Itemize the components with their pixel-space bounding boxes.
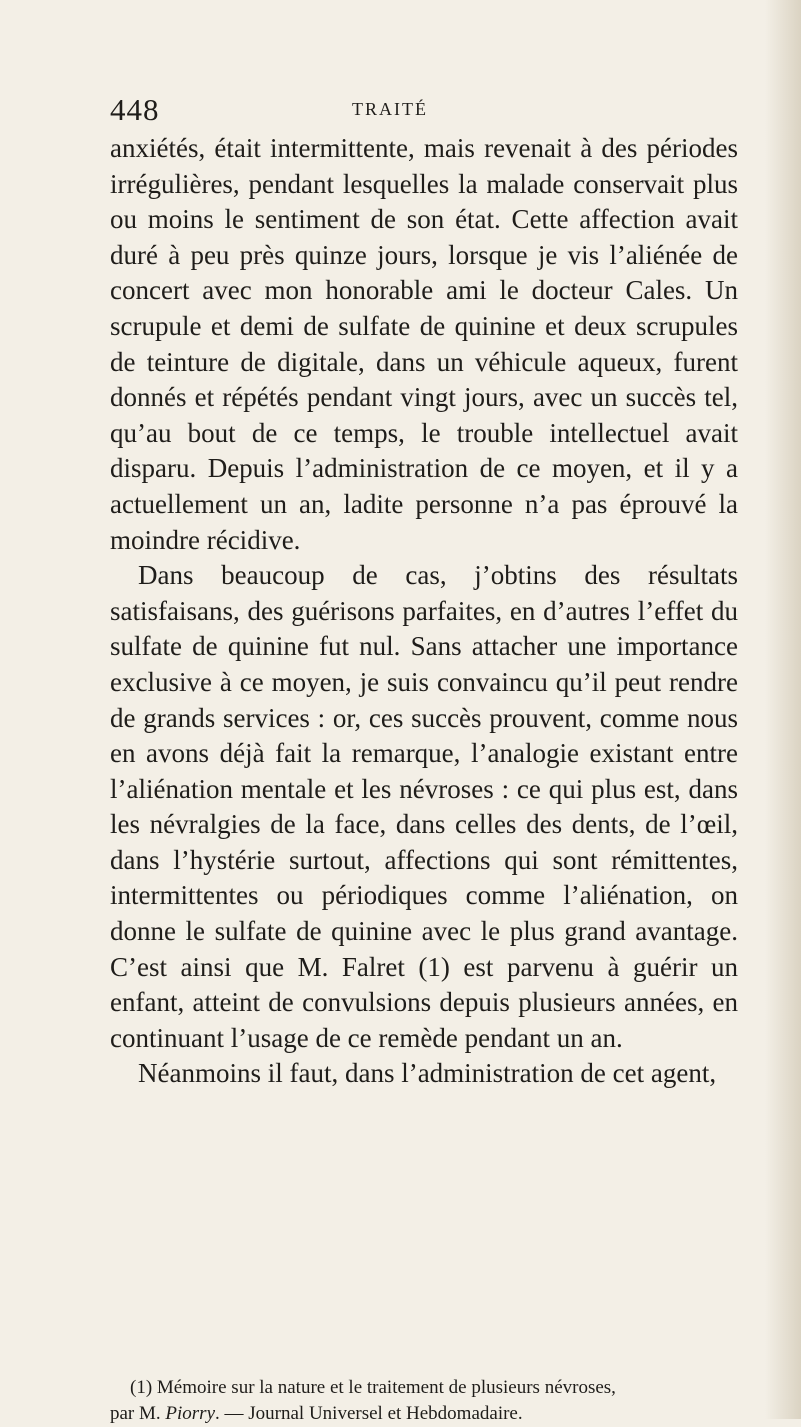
paragraph-1: anxiétés, était intermittente, mais revenait à des périodes irrégulières, pendant lesquelles la malade conservait plus ou moins le sentiment de son état. Cette affection avait duré à peu près quinze jours, lorsque je vis l’aliénée de concert avec mon honorable ami le docteur Cales. Un scrupule et demi de sulfate de quinine et deux scrupules de teinture de digitale, dans un véhicule aqueux, furent donnés et répétés pendant vingt jours, avec un succès tel, qu’au bout de ce temps, le trouble intellectuel avait disparu. Depuis l’administration de ce moyen, et il y a actuellement un an, ladite personne n’a pas éprouvé la moindre récidive. [110, 133, 738, 555]
footnote-author: Piorry [165, 1403, 216, 1424]
footnote [110, 1375, 750, 1427]
page-number: 448 [110, 92, 160, 127]
footnote-prefix: par M. [110, 1403, 166, 1424]
footnote-line-2 [110, 1401, 750, 1427]
footnote-line-1: (1) Mémoire sur la nature et le traitement de plusieurs névroses, [130, 1377, 616, 1398]
page-edge-shadow [765, 0, 801, 1419]
paragraph-2: Dans beaucoup de cas, j’obtins des résultats satisfaisans, des guérisons parfaites, en d’autres l’effet du sulfate de quinine fut nul. Sans attacher une importance exclusive à ce moyen, je suis convaincu qu’il peut rendre de grands services : or, ces succès prouvent, comme nous en avons déjà fait la remarque, l’analogie existant entre l’aliénation mentale et les névroses : ce qui plus est, dans les névralgies de la face, dans celles des dents, de l’œil, dans l’hystérie surtout, affections qui sont rémittentes, intermittentes ou périodiques comme l’aliénation, on donne le sulfate de quinine avec le plus grand avantage. C’est ainsi que M. Falret (1) est parvenu à guérir un enfant, atteint de convulsions depuis plusieurs années, en continuant l’usage de ce remède pendant un an. [110, 560, 738, 1053]
running-head: TRAITÉ [352, 99, 428, 119]
body-text [110, 131, 738, 1092]
page-header [110, 92, 738, 128]
paragraph-3: Néanmoins il faut, dans l’administration de cet agent, [138, 1058, 717, 1089]
footnote-source: . — Journal Universel et Hebdomadaire. [215, 1403, 523, 1424]
